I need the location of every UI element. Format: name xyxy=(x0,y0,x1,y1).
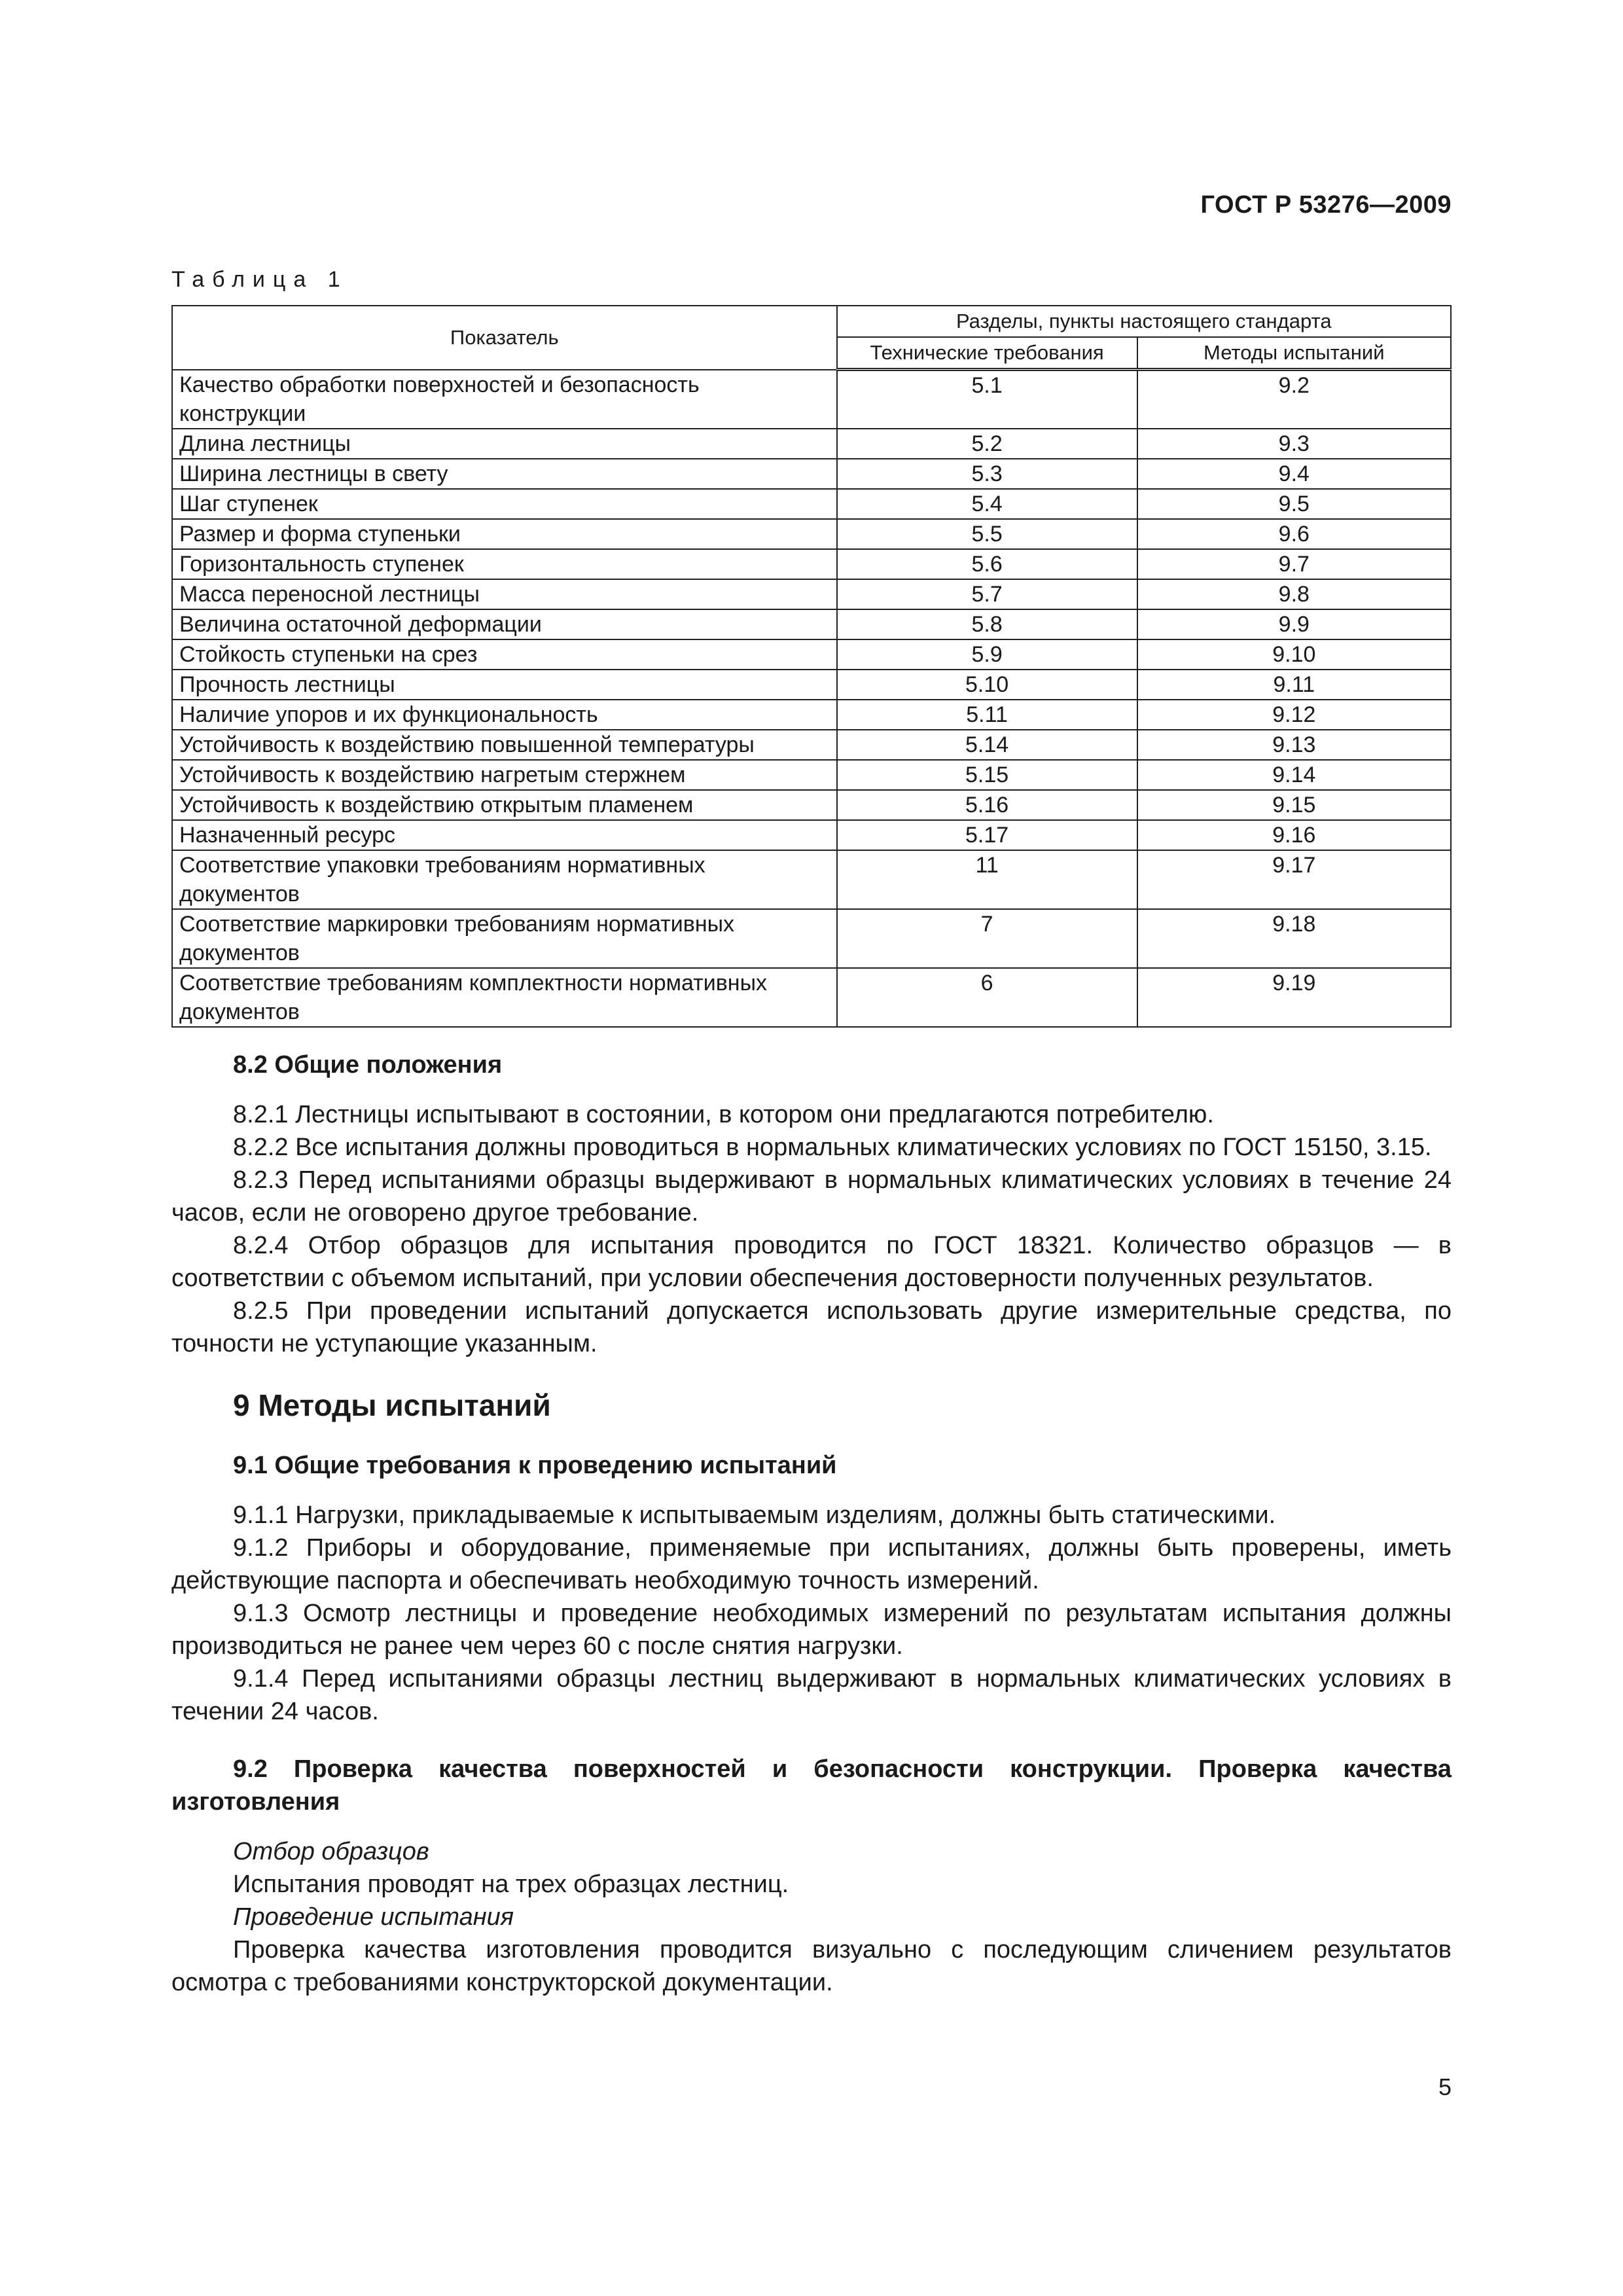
paragraph-sampling: Испытания проводят на трех образцах лестниц. xyxy=(233,1871,789,1898)
row-indicator: Величина остаточной деформации xyxy=(172,609,837,639)
page-number: 5 xyxy=(1438,2073,1452,2100)
paragraph-8-2-5: 8.2.5 При проведении испытаний допускается использовать другие измерительные средства, по точности не уступающие указанным. xyxy=(171,1297,1452,1357)
row-tech: 5.11 xyxy=(837,700,1137,730)
table-row xyxy=(172,489,1451,519)
row-indicator: Назначенный ресурс xyxy=(172,820,837,850)
row-method: 9.3 xyxy=(1137,429,1451,459)
header-test-methods: Методы испытаний xyxy=(1137,337,1451,370)
row-indicator: Прочность лестницы xyxy=(172,670,837,700)
paragraph-9-1-4: 9.1.4 Перед испытаниями образцы лестниц выдерживают в нормальных климатических условиях в течении 24 часов. xyxy=(171,1665,1452,1725)
requirements-table xyxy=(171,305,1452,1028)
table-row xyxy=(172,820,1451,850)
document-body xyxy=(171,1049,1452,1999)
header-indicator: Показатель xyxy=(172,306,837,370)
row-method: 9.19 xyxy=(1137,968,1451,1027)
paragraph-procedure: Проверка качества изготовления проводится визуально с последующим сличением результатов осмотра с требованиями конструкторской документации. xyxy=(171,1936,1452,1996)
row-tech: 5.15 xyxy=(837,760,1137,790)
document-page xyxy=(171,0,1452,2296)
row-method: 9.5 xyxy=(1137,489,1451,519)
table-row xyxy=(172,639,1451,670)
row-indicator: Стойкость ступеньки на срез xyxy=(172,639,837,670)
row-tech: 7 xyxy=(837,909,1137,968)
row-tech: 5.10 xyxy=(837,670,1137,700)
row-method: 9.6 xyxy=(1137,519,1451,549)
row-tech: 5.9 xyxy=(837,639,1137,670)
row-indicator: Масса переносной лестницы xyxy=(172,579,837,609)
table-row xyxy=(172,609,1451,639)
paragraph-8-2-3: 8.2.3 Перед испытаниями образцы выдерживают в нормальных климатических условиях в течение 24 часов, если не оговорено другое требование. xyxy=(171,1166,1452,1227)
row-indicator: Устойчивость к воздействию нагретым стержнем xyxy=(172,760,837,790)
table-row xyxy=(172,670,1451,700)
row-tech: 5.2 xyxy=(837,429,1137,459)
row-tech: 5.1 xyxy=(837,370,1137,429)
paragraph-8-2-1: 8.2.1 Лестницы испытывают в состоянии, в котором они предлагаются потребителю. xyxy=(233,1101,1214,1128)
paragraph-9-1-1: 9.1.1 Нагрузки, прикладываемые к испытываемым изделиям, должны быть статическими. xyxy=(233,1501,1276,1529)
row-tech: 5.5 xyxy=(837,519,1137,549)
row-method: 9.10 xyxy=(1137,639,1451,670)
row-method: 9.8 xyxy=(1137,579,1451,609)
table-body xyxy=(172,370,1451,1027)
paragraph-9-1-2: 9.1.2 Приборы и оборудование, применяемые при испытаниях, должны быть проверены, иметь действующие паспорта и обеспечивать необходимую точность измерений. xyxy=(171,1534,1452,1594)
row-indicator: Горизонтальность ступенек xyxy=(172,549,837,579)
row-tech: 5.4 xyxy=(837,489,1137,519)
row-method: 9.11 xyxy=(1137,670,1451,700)
row-method: 9.18 xyxy=(1137,909,1451,968)
table-row xyxy=(172,730,1451,760)
row-tech: 5.3 xyxy=(837,459,1137,489)
row-indicator: Шаг ступенек xyxy=(172,489,837,519)
row-tech: 5.8 xyxy=(837,609,1137,639)
header-tech-requirements: Технические требования xyxy=(837,337,1137,370)
row-indicator: Ширина лестницы в свету xyxy=(172,459,837,489)
table-row xyxy=(172,549,1451,579)
table-row xyxy=(172,370,1451,429)
table-row xyxy=(172,760,1451,790)
row-tech: 5.14 xyxy=(837,730,1137,760)
section-heading-9: 9 Методы испытаний xyxy=(233,1388,551,1422)
row-tech: 6 xyxy=(837,968,1137,1027)
section-heading-8-2: 8.2 Общие положения xyxy=(233,1051,503,1079)
row-tech: 5.6 xyxy=(837,549,1137,579)
row-tech: 5.17 xyxy=(837,820,1137,850)
table-row xyxy=(172,429,1451,459)
row-method: 9.16 xyxy=(1137,820,1451,850)
row-method: 9.14 xyxy=(1137,760,1451,790)
row-method: 9.2 xyxy=(1137,370,1451,429)
section-heading-9-2: 9.2 Проверка качества поверхностей и безопасности конструкции. Проверка качества изготовления xyxy=(171,1755,1452,1816)
row-indicator: Соответствие упаковки требованиям нормативных документов xyxy=(172,850,837,909)
table-caption: Таблица 1 xyxy=(171,267,348,292)
row-method: 9.4 xyxy=(1137,459,1451,489)
row-method: 9.17 xyxy=(1137,850,1451,909)
table-row xyxy=(172,968,1451,1027)
paragraph-9-1-3: 9.1.3 Осмотр лестницы и проведение необходимых измерений по результатам испытания должны производиться не ранее чем через 60 с после снятия нагрузки. xyxy=(171,1600,1452,1660)
table-row xyxy=(172,909,1451,968)
row-indicator: Соответствие требованиям комплектности нормативных документов xyxy=(172,968,837,1027)
table-row xyxy=(172,790,1451,820)
row-indicator: Качество обработки поверхностей и безопасность конструкции xyxy=(172,370,837,429)
subheading-sampling: Отбор образцов xyxy=(233,1838,429,1865)
row-method: 9.7 xyxy=(1137,549,1451,579)
row-indicator: Наличие упоров и их функциональность xyxy=(172,700,837,730)
document-id: ГОСТ Р 53276—2009 xyxy=(1200,191,1452,219)
row-indicator: Размер и форма ступеньки xyxy=(172,519,837,549)
row-tech: 5.16 xyxy=(837,790,1137,820)
row-tech: 5.7 xyxy=(837,579,1137,609)
table-row xyxy=(172,850,1451,909)
row-method: 9.13 xyxy=(1137,730,1451,760)
row-indicator: Соответствие маркировки требованиям нормативных документов xyxy=(172,909,837,968)
subheading-procedure: Проведение испытания xyxy=(233,1903,514,1931)
row-indicator: Устойчивость к воздействию повышенной температуры xyxy=(172,730,837,760)
table-row xyxy=(172,700,1451,730)
row-method: 9.12 xyxy=(1137,700,1451,730)
row-method: 9.9 xyxy=(1137,609,1451,639)
table-row xyxy=(172,519,1451,549)
row-indicator: Длина лестницы xyxy=(172,429,837,459)
table-row xyxy=(172,579,1451,609)
paragraph-8-2-2: 8.2.2 Все испытания должны проводиться в нормальных климатических условиях по ГОСТ 15150, 3.15. xyxy=(233,1134,1432,1161)
row-indicator: Устойчивость к воздействию открытым пламенем xyxy=(172,790,837,820)
paragraph-8-2-4: 8.2.4 Отбор образцов для испытания проводится по ГОСТ 18321. Количество образцов — в соответствии с объемом испытаний, при условии обеспечения достоверности полученных результатов. xyxy=(171,1232,1452,1292)
table-row xyxy=(172,459,1451,489)
section-heading-9-1: 9.1 Общие требования к проведению испытаний xyxy=(233,1452,837,1479)
header-sections: Разделы, пункты настоящего стандарта xyxy=(837,306,1451,337)
row-tech: 11 xyxy=(837,850,1137,909)
row-method: 9.15 xyxy=(1137,790,1451,820)
